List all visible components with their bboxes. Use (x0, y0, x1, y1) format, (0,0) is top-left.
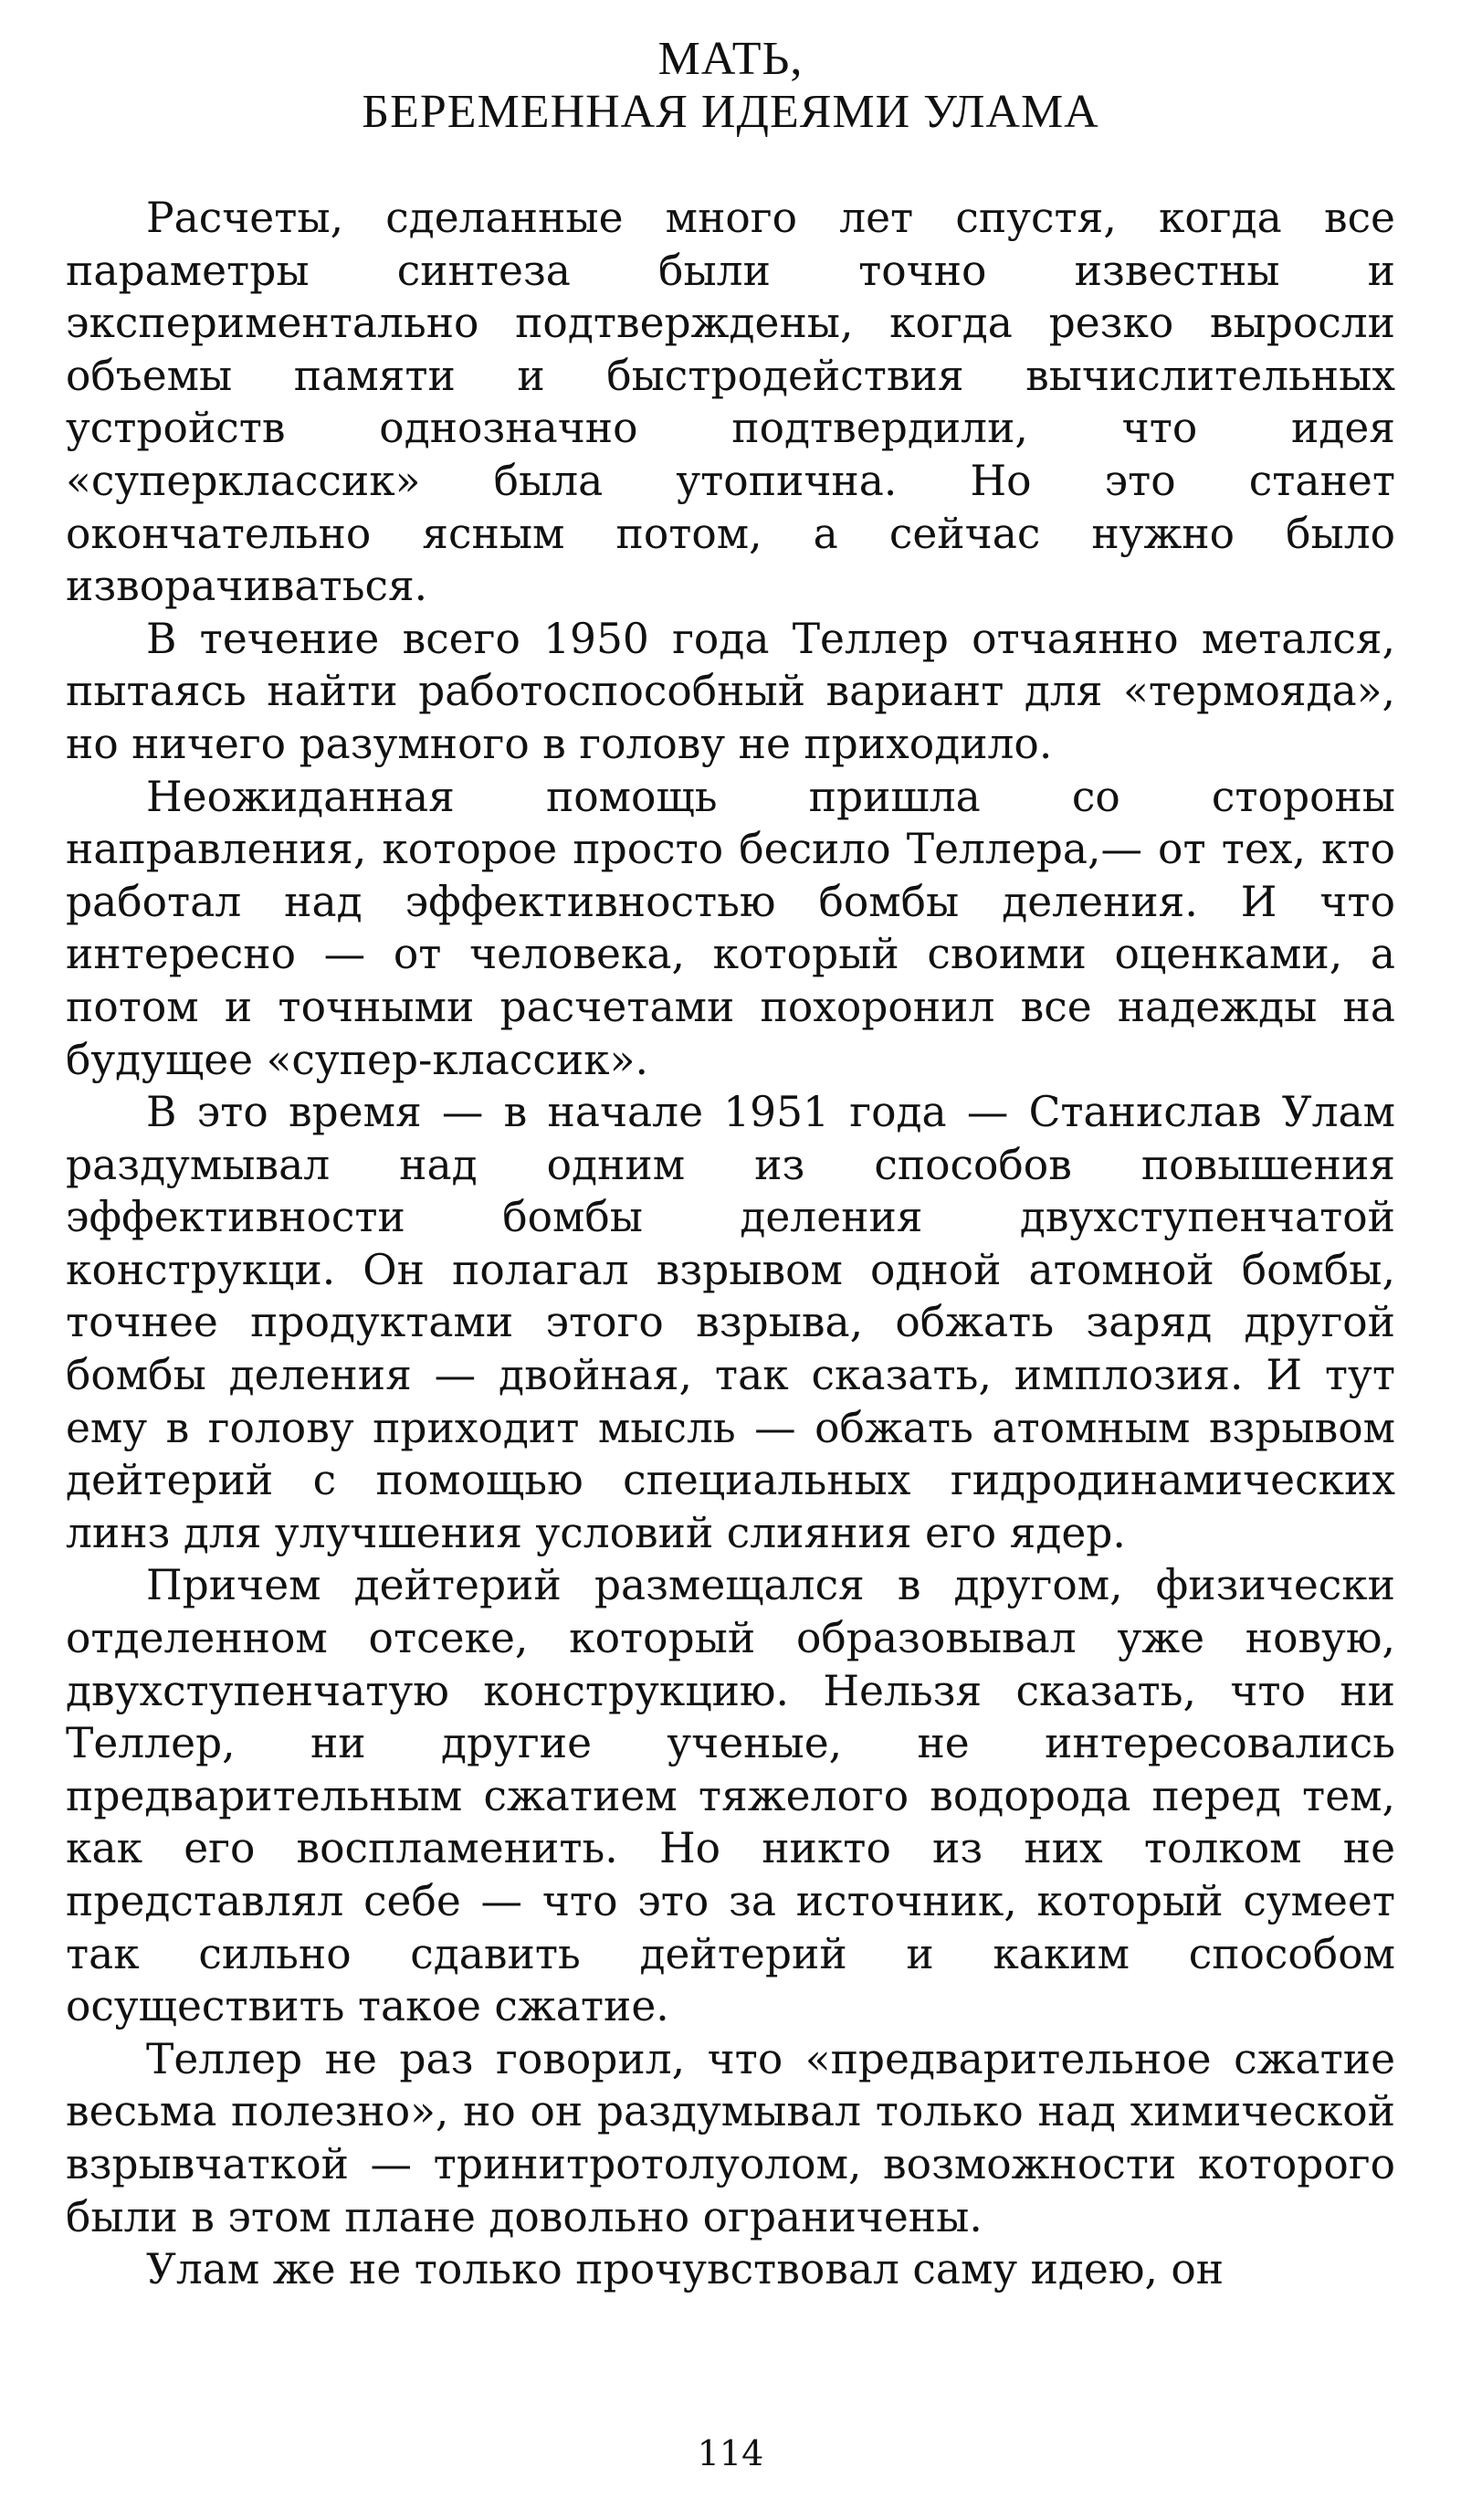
page-number: 114 (697, 2433, 764, 2473)
paragraph-2: В течение всего 1950 года Теллер отчаянно метался, пытаясь найти работоспособный вариант для «термояда», но ничего разумного в голову не приходило. (66, 614, 1395, 768)
paragraph-3: Неожиданная помощь пришла со стороны направления, которое просто бесило Теллера,— от тех, кто работал над эффективностью бомбы деления. И что интересно — от человека, который своими оценками, а потом и точными расчетами похоронил все надежды на будущее «супер-классик». (66, 772, 1395, 1084)
chapter-title-line-1: МАТЬ, (657, 33, 804, 85)
paragraph-6: Теллер не раз говорил, что «предварительное сжатие весьма полезно», но он раздумывал только над химической взрывчаткой — тринитротолуолом, возможности которого были в этом плане довольно ограничены. (66, 2034, 1395, 2241)
paragraph-5: Причем дейтерий размещался в другом, физически отделенном отсеке, который образовывал уже новую, двухступенчатую конструкцию. Нельзя сказать, что ни Теллер, ни другие ученые, не интересовались предварительным сжатием тяжелого водорода перед тем, как его воспламенить. Но никто из них толком не представлял себе — что это за источник, который сумеет так сильно сдавить дейтерий и каким способом осуществить такое сжатие. (66, 1561, 1395, 2031)
body-text (66, 192, 1395, 2296)
chapter-title-line-2: БЕРЕМЕННАЯ ИДЕЯМИ УЛАМА (362, 86, 1099, 138)
paragraph-4: В это время — в начале 1951 года — Станислав Улам раздумывал над одним из способов повышения эффективности бомбы деления двухступенчатой конструкци. Он полагал взрывом одной атомной бомбы, точнее продуктами этого взрыва, обжать заряд другой бомбы деления — двойная, так сказать, имплозия. И тут ему в голову приходит мысль — обжать атомным взрывом дейтерий с помощью специальных гидродинамических линз для улучшения условий слияния его ядер. (66, 1088, 1395, 1557)
chapter-title (66, 33, 1395, 139)
paragraph-7: Улам же не только прочувствовал саму идею, он (146, 2245, 1225, 2294)
paragraph-1: Расчеты, сделанные много лет спустя, когда все параметры синтеза были точно известны и экспериментально подтверждены, когда резко выросли объемы памяти и быстродействия вычислительных устройств однозначно подтвердили, что идея «суперклассик» была утопична. Но это станет окончательно ясным потом, а сейчас нужно было изворачиваться. (66, 194, 1395, 611)
book-page (66, 33, 1395, 2490)
